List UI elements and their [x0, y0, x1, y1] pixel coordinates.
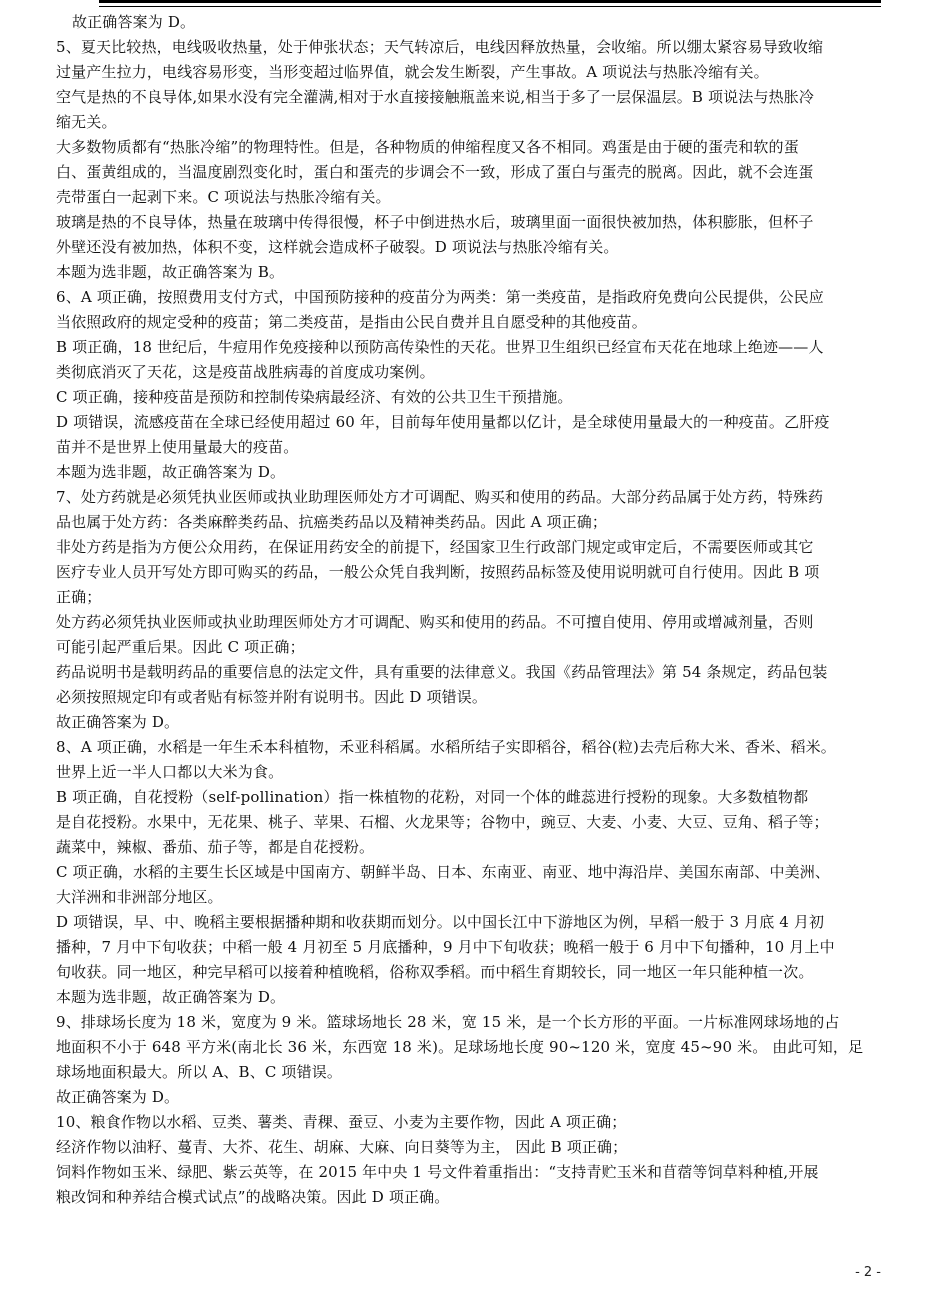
header-rule-thick — [99, 0, 881, 3]
text-line: 医疗专业人员开写处方即可购买的药品，一般公众凭自我判断，按照药品标签及使用说明就可自行使用。因此 B 项 — [56, 563, 820, 581]
header-rule-thin — [99, 6, 881, 7]
text-line: 缩无关。 — [56, 113, 117, 131]
text-line: B 项正确，自花授粉（self-pollination）指一株植物的花粉，对同一个体的雌蕊进行授粉的现象。大多数植物都 — [56, 788, 809, 806]
text-line: 本题为选非题，故正确答案为 D。 — [56, 463, 286, 481]
text-line: 是自花授粉。水果中，无花果、桃子、苹果、石榴、火龙果等；谷物中，豌豆、大麦、小麦、大豆、豆角、稻子等； — [56, 813, 829, 831]
text-line: 大多数物质都有“热胀冷缩”的物理特性。但是，各种物质的伸缩程度又各不相同。鸡蛋是由于硬的蛋壳和软的蛋 — [56, 138, 799, 156]
text-line: 故正确答案为 D。 — [72, 13, 196, 31]
text-line: 可能引起严重后果。因此 C 项正确； — [56, 638, 305, 656]
text-line: 过量产生拉力，电线容易形变，当形变超过临界值，就会发生断裂，产生事故。A 项说法与热胀冷缩有关。 — [56, 63, 769, 81]
text-line: 空气是热的不良导体,如果水没有完全灌满,相对于水直接接触瓶盖来说,相当于多了一层保温层。B 项说法与热胀冷 — [56, 88, 815, 106]
text-line: 粮改饲和种养结合模式试点”的战略决策。因此 D 项正确。 — [56, 1188, 450, 1206]
text-line: C 项正确，接种疫苗是预防和控制传染病最经济、有效的公共卫生干预措施。 — [56, 388, 573, 406]
text-line: 玻璃是热的不良导体，热量在玻璃中传得很慢，杯子中倒进热水后，玻璃里面一面很快被加热，体积膨胀，但杯子 — [56, 213, 814, 231]
text-line: 壳带蛋白一起剥下来。C 项说法与热胀冷缩有关。 — [56, 188, 391, 206]
text-line: 8、A 项正确，水稻是一年生禾本科植物，禾亚科稻属。水稻所结子实即稻谷，稻谷(粒)去壳后称大米、香米、稻米。 — [56, 738, 836, 756]
text-line: 7、处方药就是必须凭执业医师或执业助理医师处方才可调配、购买和使用的药品。大部分药品属于处方药，特殊药 — [56, 488, 824, 506]
text-line: 本题为选非题，故正确答案为 B。 — [56, 263, 285, 281]
text-line: 处方药必须凭执业医师或执业助理医师处方才可调配、购买和使用的药品。不可擅自使用、停用或增减剂量，否则 — [56, 613, 814, 631]
text-line: 经济作物以油籽、蔓青、大芥、花生、胡麻、大麻、向日葵等为主， 因此 B 项正确； — [56, 1138, 628, 1156]
text-line: 旬收获。同一地区，种完早稻可以接着种植晚稻，俗称双季稻。而中稻生育期较长，同一地区一年只能种植一次。 — [56, 963, 814, 981]
text-line: 正确； — [56, 588, 102, 606]
text-line: 5、夏天比较热，电线吸收热量，处于伸张状态；天气转凉后，电线因释放热量，会收缩。所以绷太紧容易导致收缩 — [56, 38, 824, 56]
page-number: - 2 - — [855, 1265, 881, 1280]
text-line: B 项正确，18 世纪后，牛痘用作免疫接种以预防高传染性的天花。世界卫生组织已经宣布天花在地球上绝迹——人 — [56, 338, 824, 356]
text-line: 播种，7 月中下旬收获；中稻一般 4 月初至 5 月底播种，9 月中下旬收获；晚稻一般于 6 月中下旬播种，10 月上中 — [56, 938, 835, 956]
text-line: 10、粮食作物以水稻、豆类、薯类、青稞、蚕豆、小麦为主要作物，因此 A 项正确； — [56, 1113, 627, 1131]
text-line: 地面积不小于 648 平方米(南北长 36 米，东西宽 18 米)。足球场地长度 90~120 米，宽度 45~90 米。 由此可知，足 — [56, 1038, 864, 1056]
text-line: 白、蛋黄组成的，当温度剧烈变化时，蛋白和蛋壳的步调会不一致，形成了蛋白与蛋壳的脱离。因此，就不会连蛋 — [56, 163, 814, 181]
text-line: D 项错误，早、中、晚稻主要根据播种期和收获期而划分。以中国长江中下游地区为例，早稻一般于 3 月底 4 月初 — [56, 913, 825, 931]
text-line: 9、排球场长度为 18 米，宽度为 9 米。篮球场地长 28 米，宽 15 米，是一个长方形的平面。一片标准网球场地的占 — [56, 1013, 840, 1031]
text-line: 必须按照规定印有或者贴有标签并附有说明书。因此 D 项错误。 — [56, 688, 488, 706]
text-line: 大洋洲和非洲部分地区。 — [56, 888, 223, 906]
text-line: 球场地面积最大。所以 A、B、C 项错误。 — [56, 1063, 343, 1081]
text-line: D 项错误，流感疫苗在全球已经使用超过 60 年，目前每年使用量都以亿计，是全球使用量最大的一种疫苗。乙肝疫 — [56, 413, 830, 431]
text-line: 药品说明书是载明药品的重要信息的法定文件，具有重要的法律意义。我国《药品管理法》第 54 条规定，药品包装 — [56, 663, 828, 681]
text-line: 品也属于处方药：各类麻醉类药品、抗癌类药品以及精神类药品。因此 A 项正确； — [56, 513, 608, 531]
text-line: 本题为选非题，故正确答案为 D。 — [56, 988, 286, 1006]
text-line: 6、A 项正确，按照费用支付方式，中国预防接种的疫苗分为两类：第一类疫苗，是指政府免费向公民提供，公民应 — [56, 288, 824, 306]
text-line: 故正确答案为 D。 — [56, 713, 180, 731]
text-line: C 项正确，水稻的主要生长区域是中国南方、朝鲜半岛、日本、东南亚、南亚、地中海沿岸、美国东南部、中美洲、 — [56, 863, 831, 881]
text-line: 外壁还没有被加热，体积不变，这样就会造成杯子破裂。D 项说法与热胀冷缩有关。 — [56, 238, 619, 256]
text-line: 饲料作物如玉米、绿肥、紫云英等，在 2015 年中央 1 号文件着重指出：“支持青贮玉米和苜蓿等饲草料种植,开展 — [56, 1163, 819, 1181]
text-line: 非处方药是指为方便公众用药，在保证用药安全的前提下，经国家卫生行政部门规定或审定后，不需要医师或其它 — [56, 538, 814, 556]
text-line: 苗并不是世界上使用量最大的疫苗。 — [56, 438, 299, 456]
text-line: 蔬菜中，辣椒、番茄、茄子等，都是自花授粉。 — [56, 838, 375, 856]
text-line: 世界上近一半人口都以大米为食。 — [56, 763, 284, 781]
text-line: 故正确答案为 D。 — [56, 1088, 180, 1106]
text-line: 类彻底消灭了天花，这是疫苗战胜病毒的首度成功案例。 — [56, 363, 435, 381]
text-line: 当依照政府的规定受种的疫苗；第二类疫苗，是指由公民自费并且自愿受种的其他疫苗。 — [56, 313, 647, 331]
